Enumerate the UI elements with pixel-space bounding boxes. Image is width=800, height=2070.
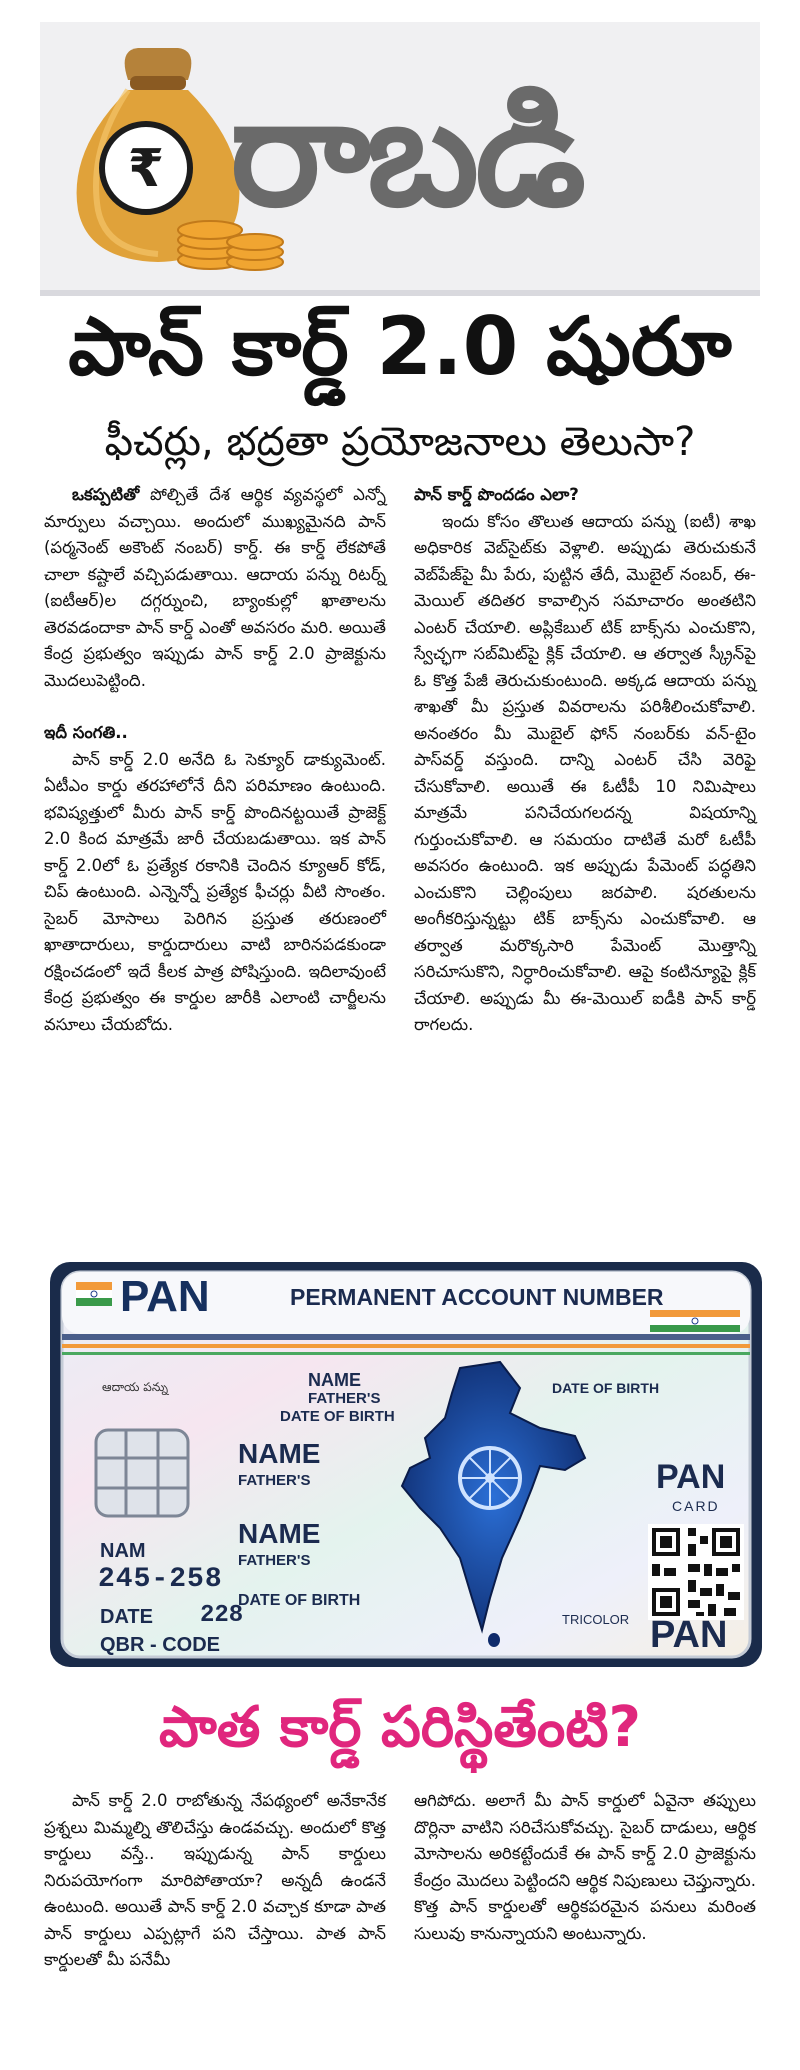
card-qr-label: QBR - CODE	[100, 1634, 220, 1656]
card-name-2: NAME	[238, 1438, 321, 1469]
card-pan-label: PAN	[656, 1458, 726, 1496]
card-card-label: CARD	[672, 1498, 720, 1514]
card-fathers-2: FATHER'S	[238, 1472, 311, 1489]
card-dob-right: DATE OF BIRTH	[552, 1380, 660, 1396]
column-right	[414, 482, 756, 1039]
svg-text:₹: ₹	[127, 139, 165, 199]
ashoka-chakra-icon	[454, 1442, 526, 1514]
pan-card-illustration	[50, 1262, 762, 1667]
section-heading: ఇదీ సంగతి..	[44, 723, 128, 742]
paragraph-intro	[44, 482, 386, 694]
paragraph-body: పాన్ కార్డ్ 2.0 అనేది ఓ సెక్యూర్ డాక్యుమెంట్. ఏటీఎం కార్డు తరహాలోనే దీని పరిమాణం ఉంటుంది. భవిష్యత్తులో మీరు పాన్ కార్డ్ పొందినట్టయితే ప్రాజెక్ట్ 2.0 కింద మాత్రమే జారీ చేయబడుతాయి. ఇక పాన్ కార్డ్ 2.0లో ఓ ప్రత్యేక రకానికి చెందిన క్యూఆర్ కోడ్, చిప్ ఉంటుంది. ఎన్నెన్నో ప్రత్యేక ఫీచర్లు వీటి సొంతం. సైబర్ మోసాలు పెరిగిన ప్రస్తుత తరుణంలో ఖాతాదారులు, కార్డుదారులు వాటి బారినపడకుండా రక్షించడంలో ఇదే కీలక పాత్ర పోషిస్తుంది. ఇదిలావుంటే కేంద్ర ప్రభుత్వం ఈ కార్డుల జారీకి ఎలాంటి చార్జీలను వసూలు చేయబోదు.	[44, 749, 386, 1034]
india-flag-icon	[650, 1310, 740, 1332]
bottom-column-left	[44, 1788, 386, 1974]
column-left	[44, 482, 386, 1038]
paragraph-body: ఇందు కోసం తొలుత ఆదాయ పన్ను (ఐటీ) శాఖ అధికారిక వెబ్‌సైట్‌కు వెళ్లాలి. అప్పుడు తెరుచుకునే వెబ్‌పేజ్‌పై మీ పేరు, పుట్టిన తేదీ, మొబైల్ నంబర్, ఈ-మెయిల్ తదితర కావాల్సిన సమాచారం అంతటిని ఎంటర్ చేయాలి. అప్లికేబుల్ టిక్ బాక్స్‌ను ఎంచుకొని, స్వేచ్ఛగా సబ్‌మిట్‌పై క్లిక్ చేయాలి. ఆ తర్వాత స్క్రీన్‌పై ఓ కొత్త పేజీ తెరుచుకుంటుంది. అక్కడ ఆదాయ పన్ను శాఖతో మీ ప్రస్తుత వివరాలను పరిశీలించుకోవాలి. అనంతరం మీ మొబైల్ ఫోన్ నంబర్‌కు వన్-టైం పాస్‌వర్డ్ వస్తుంది. దాన్ని ఎంటర్ చేసి వెరిఫై చేసుకోవాలి. అయితే ఈ ఓటీపీ 10 నిమిషాలు మాత్రమే పనిచేయగలదన్న విషయాన్ని గుర్తుంచుకోవాలి. ఆ సమయం దాటితే మరో ఓటీపీ అవసరం ఉంటుంది. ఇక అప్పుడు పేమెంట్ పద్ధతిని ఎంచుకొని చెల్లింపులు జరపాలి. షరతులను అంగీకరిస్తున్నట్టు టిక్ బాక్స్‌ను ఎంచుకోవాలి. ఆ తర్వాత మరొక్కసారి పేమెంట్ మొత్తాన్ని సరిచూసుకొని, నిర్ధారించుకోవాలి. ఆపై కంటిన్యూపై క్లిక్ చేయాలి. అప్పుడు మీ ఈ-మెయిల్ ఐడీకి పాన్ కార్డ్ రాగలదు.	[414, 511, 756, 1034]
subheadline: ఫీచర్లు, భద్రతా ప్రయోజనాలు తెలుసా?	[104, 419, 696, 465]
card-name-3: NAME	[238, 1518, 321, 1549]
subheadline-old-card: పాత కార్డ్ పరిస్థితేంటి?	[158, 1695, 642, 1760]
section-heading: పాన్ కార్డ్ పొందడం ఎలా?	[414, 485, 579, 504]
card-date-value: 228	[200, 1602, 244, 1629]
india-flag-icon	[76, 1282, 112, 1306]
bottom-column-right	[414, 1788, 756, 1947]
card-dob-1: DATE OF BIRTH	[280, 1408, 395, 1425]
card-name-1: NAME	[308, 1370, 361, 1390]
card-nam: NAM	[100, 1540, 146, 1562]
card-tricolor: TRICOLOR	[562, 1612, 630, 1627]
card-fathers-3: FATHER'S	[238, 1552, 311, 1569]
card-title: PERMANENT ACCOUNT NUMBER	[290, 1284, 664, 1310]
chip-icon	[94, 1428, 190, 1518]
card-fathers-1: FATHER'S	[308, 1390, 381, 1407]
card-date-label: DATE	[100, 1606, 153, 1628]
card-number: 245-258	[98, 1564, 223, 1595]
headline: పాన్ కార్డ్ 2.0 షురూ	[68, 300, 732, 393]
card-small-label: ఆదాయ పన్ను	[102, 1380, 169, 1394]
lead-word: ఒకప్పటితో	[72, 485, 140, 504]
paragraph-body: పాన్ కార్డ్ 2.0 రాబోతున్న నేపథ్యంలో అనేకానేక ప్రశ్నలు మిమ్మల్ని తొలిచేస్తు ఉండవచ్చు. అందులో కొత్త కార్డులు వస్తే.. ఇప్పుడున్న పాన్ కార్డులు నిరుపయోగంగా మారిపోతాయా? అన్నదీ ఉండనే ఉంటుంది. అయితే పాన్ కార్డ్ 2.0 వచ్చాక కూడా పాత పాన్ కార్డులు ఎప్పట్లాగే పని చేస్తాయి. పాత పాన్ కార్డులతో మీ పనేమీ	[44, 1791, 386, 1969]
masthead: రాబడి	[230, 66, 583, 240]
paragraph-body: ఆగిపోదు. అలాగే మీ పాన్ కార్డులో ఏవైనా తప్పులు దొర్లినా వాటిని సరిచేసుకోవచ్చు. సైబర్ దాడులు, ఆర్థిక మోసాలను అరికట్టేందుకే ఈ పాన్ కార్డ్ 2.0 ప్రాజెక్టును కేంద్రం మొదలు పెట్టిందని ఆర్థిక నిపుణులు చెప్తున్నారు. కొత్త పాన్ కార్డులతో ఆర్థికపరమైన పనులు మరింత సులువు కానున్నాయని అంటున్నారు.	[414, 1791, 756, 1943]
qr-code-icon	[648, 1524, 744, 1620]
card-brand-left: PAN	[120, 1272, 210, 1321]
intro-text: పోల్చితే దేశ ఆర్థిక వ్యవస్థలో ఎన్నో మార్పులు వచ్చాయి. అందులో ముఖ్యమైనది పాన్ (పర్మనెంట్ అకౌంట్ నంబర్) కార్డ్. ఈ కార్డ్ లేకపోతే చాలా కష్టాలే వచ్చిపడుతాయి. ఆదాయ పన్ను రిటర్న్ (ఐటీఆర్)ల దగ్గర్నుంచి, బ్యాంకుల్లో ఖాతాలను తెరవడందాకా పాన్ కార్డ్ ఎంతో అవసరం మరి. అయితే కేంద్ర ప్రభుత్వం ఇప్పుడు పాన్ కార్డ్ 2.0 ప్రాజెక్టును మొదలుపెట్టింది.	[44, 485, 386, 690]
card-pan-bottom: PAN	[650, 1614, 728, 1656]
card-dob-3: DATE OF BIRTH	[238, 1592, 361, 1609]
